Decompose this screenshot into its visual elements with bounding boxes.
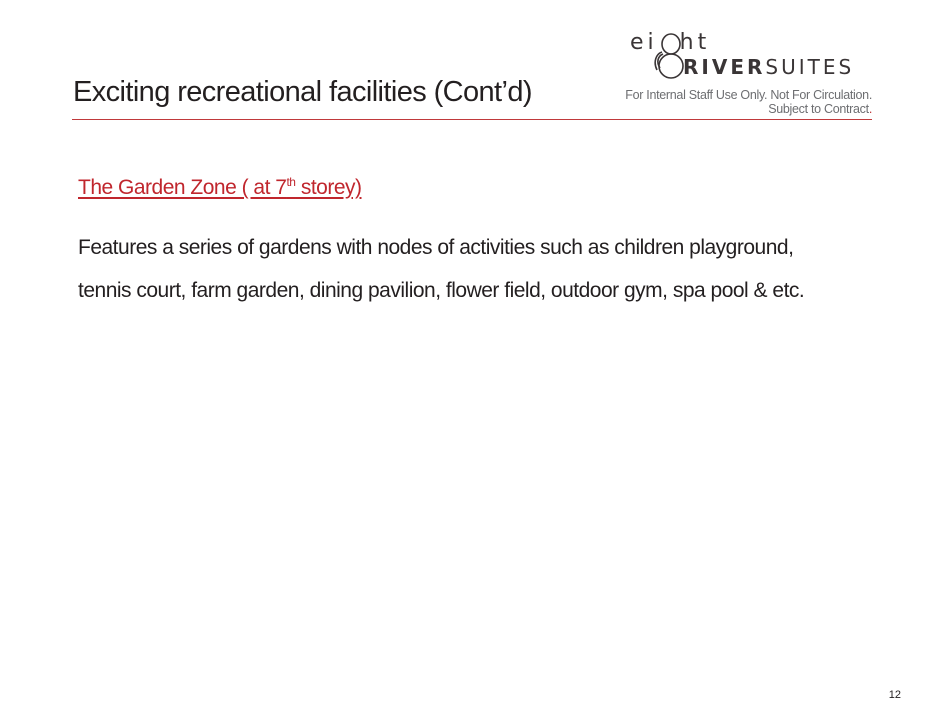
- eight-riversuites-logo: [600, 30, 890, 90]
- logo-letters-ei: ei: [630, 30, 658, 55]
- logo-wordmark: [683, 55, 854, 79]
- section-heading-superscript: th: [286, 175, 296, 189]
- logo-word-river: RIVER: [683, 55, 766, 79]
- disclaimer-line-2-text: Subject to Contract: [768, 102, 869, 116]
- disclaimer: [625, 88, 872, 116]
- section-heading: [78, 176, 362, 200]
- disclaimer-line-1: For Internal Staff Use Only. Not For Circulation.: [625, 88, 872, 102]
- slide-title: Exciting recreational facilities (Cont’d): [73, 76, 532, 108]
- disclaimer-line-2: [625, 102, 872, 116]
- title-divider: [72, 119, 872, 120]
- section-body-text: Features a series of gardens with nodes of activities such as children playground, tennis court, farm garden, dining pavilion, flower field, outdoor gym, spa pool & etc.: [78, 236, 805, 302]
- logo-word-suites: SUITES: [765, 55, 855, 79]
- section-heading-text: The Garden Zone ( at 7: [78, 176, 287, 199]
- logo-letters-ht: ht: [679, 30, 711, 55]
- page-number: 12: [888, 689, 901, 701]
- disclaimer-line-2-period: .: [868, 102, 872, 116]
- section-heading-suffix: storey): [295, 176, 362, 199]
